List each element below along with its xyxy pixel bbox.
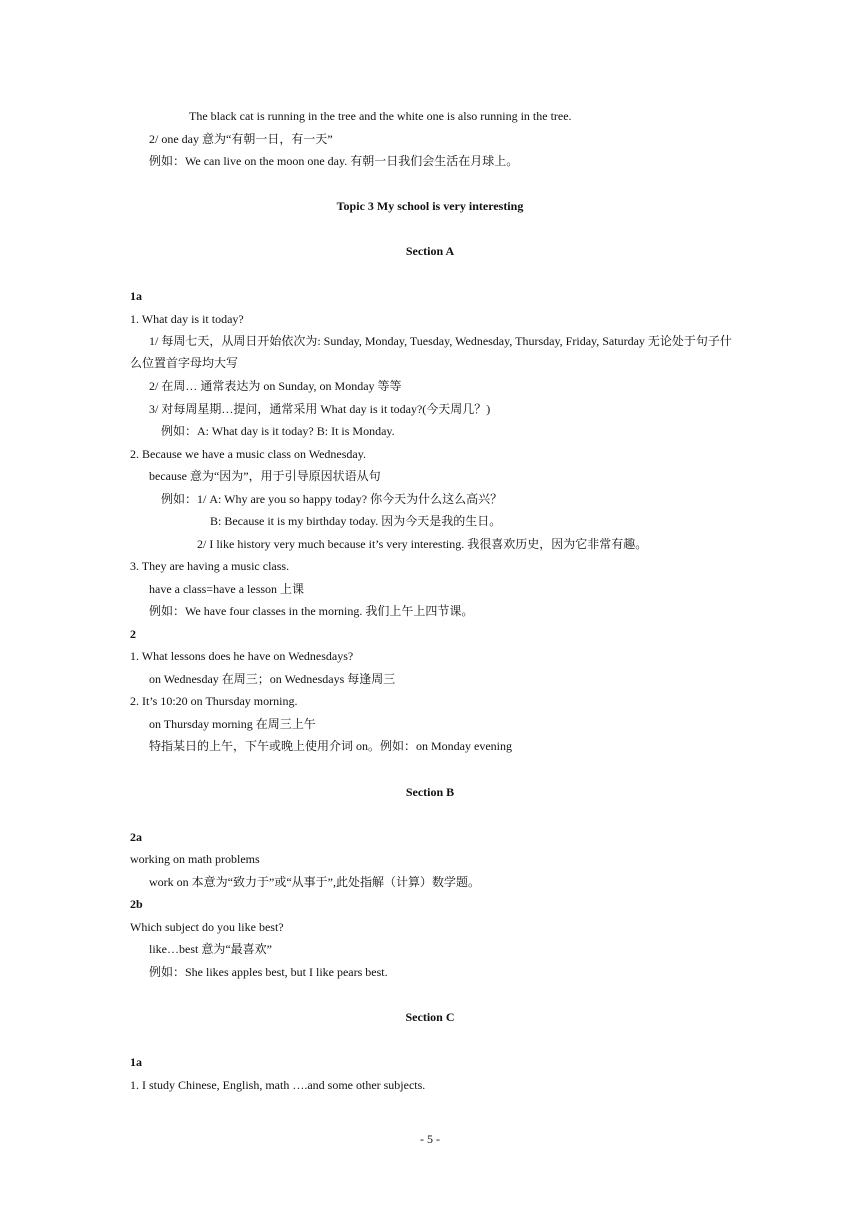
- example-line: 例如：We have four classes in the morning. 我们上午上四节课。: [149, 604, 474, 618]
- topic-heading: Topic 3 My school is very interesting: [336, 199, 524, 213]
- question-line: 2. Because we have a music class on Wednesday.: [130, 447, 366, 461]
- section-c-heading: Section C: [405, 1010, 455, 1024]
- note-line: on Wednesday 在周三；on Wednesdays 每逢周三: [149, 672, 396, 686]
- example-line: 2/ I like history very much because it’s very interesting. 我很喜欢历史，因为它非常有趣。: [197, 537, 648, 551]
- note-line: work on 本意为“致力于”或“从事于”,此处指解（计算）数学题。: [149, 875, 480, 889]
- question-line: 2. It’s 10:20 on Thursday morning.: [130, 694, 298, 708]
- example-line: 例如：She likes apples best, but I like pears best.: [149, 965, 388, 979]
- note-line: 2/ 在周… 通常表达为 on Sunday, on Monday 等等: [149, 379, 402, 393]
- section-b-heading: Section B: [405, 785, 455, 799]
- question-line: 1. What day is it today?: [130, 312, 244, 326]
- example-line: B: Because it is my birthday today. 因为今天是我的生日。: [210, 514, 502, 528]
- note-line: 2/ one day 意为“有朝一日，有一天”: [149, 132, 333, 146]
- note-line: have a class=have a lesson 上课: [149, 582, 305, 596]
- note-line: 特指某日的上午，下午或晚上使用介词 on。例如：on Monday evening: [149, 739, 512, 753]
- question-line: Which subject do you like best?: [130, 920, 284, 934]
- phrase-line: working on math problems: [130, 852, 260, 866]
- subsection-heading: 2: [130, 627, 136, 641]
- note-line: because 意为“因为”，用于引导原因状语从句: [149, 469, 381, 483]
- example-line: 例如：1/ A: Why are you so happy today? 你今天为什么这么高兴？: [161, 492, 503, 506]
- section-a-heading: Section A: [405, 244, 455, 258]
- note-line: 3/ 对每周星期…提问，通常采用 What day is it today?(今天周几？): [149, 402, 491, 416]
- example-sentence: The black cat is running in the tree and the white one is also running in the tree.: [189, 109, 572, 123]
- question-line: 3. They are having a music class.: [130, 559, 290, 573]
- example-line: 例如：We can live on the moon one day. 有朝一日我们会生活在月球上。: [149, 154, 519, 168]
- note-paragraph: 1/ 每周七天，从周日开始依次为: Sunday, Monday, Tuesday, Wednesday, Thursday, Friday, Saturday 无论处于句子什么位置首字母均大写: [130, 334, 732, 370]
- subsection-heading: 1a: [130, 1055, 142, 1069]
- note-line: like…best 意为“最喜欢”: [149, 942, 272, 956]
- page-number: - 5 -: [420, 1132, 440, 1146]
- note-line: on Thursday morning 在周三上午: [149, 717, 316, 731]
- question-line: 1. I study Chinese, English, math ….and some other subjects.: [130, 1078, 426, 1092]
- question-line: 1. What lessons does he have on Wednesdays?: [130, 649, 354, 663]
- subsection-heading: 1a: [130, 289, 142, 303]
- example-line: 例如：A: What day is it today? B: It is Monday.: [161, 424, 395, 438]
- subsection-heading: 2b: [130, 897, 143, 911]
- subsection-heading: 2a: [130, 830, 142, 844]
